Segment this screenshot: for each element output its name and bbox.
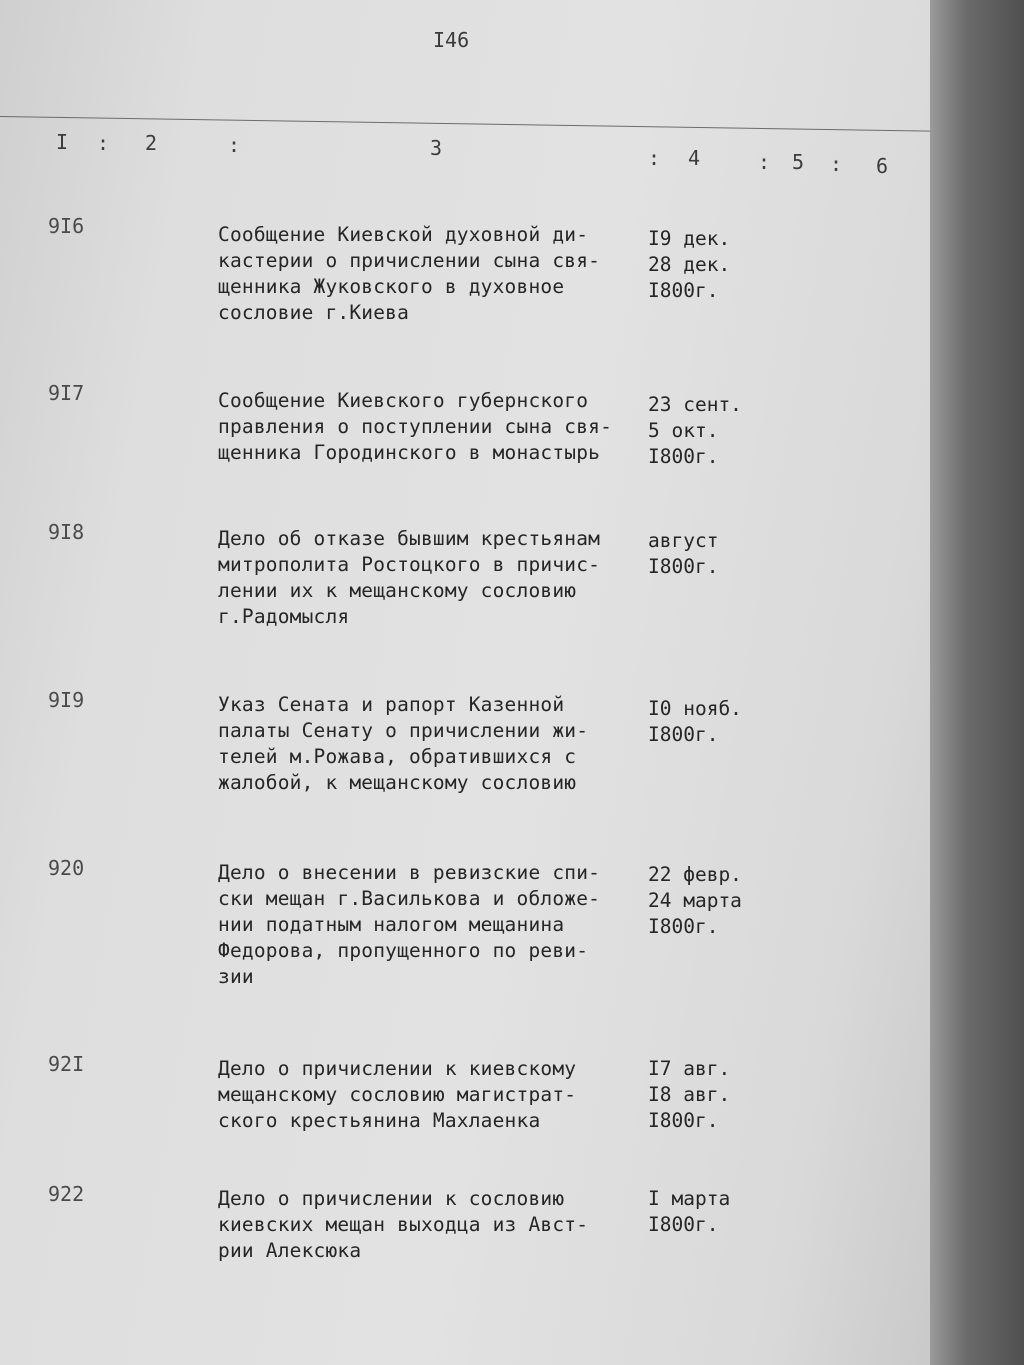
entry-description bbox=[218, 388, 638, 466]
entry-dates bbox=[648, 528, 768, 580]
entry-line: ского крестьянина Махлаенка bbox=[218, 1109, 541, 1132]
entry-line: ски мещан г.Василькова и обложе- bbox=[218, 887, 601, 910]
entry-date-line: 28 дек. bbox=[648, 253, 731, 276]
entry-line: Сообщение Киевского губернского bbox=[218, 389, 589, 412]
entry-date-line: I800г. bbox=[648, 1213, 719, 1236]
entry-date-line: август bbox=[648, 529, 719, 552]
page-number: I46 bbox=[433, 28, 470, 52]
column-header-separator: : bbox=[830, 152, 843, 176]
entry-line: лении их к мещанскому сословию bbox=[218, 579, 577, 602]
entry-line: щенника Жуковского в духовное bbox=[218, 275, 565, 298]
entry-date-line: 22 февр. bbox=[648, 863, 742, 886]
entry-line: палаты Сенату о причислении жи- bbox=[218, 719, 589, 742]
entry-number: 922 bbox=[48, 1182, 85, 1206]
entry-date-line: I800г. bbox=[648, 279, 719, 302]
entry-dates bbox=[648, 226, 768, 304]
entry-line: Указ Сената и рапорт Казенной bbox=[218, 693, 565, 716]
entry-description bbox=[218, 1056, 638, 1134]
entry-line: г.Радомысля bbox=[218, 605, 350, 628]
entry-line: кастерии о причислении сына свя- bbox=[218, 249, 601, 272]
entry-line: нии податным налогом мещанина bbox=[218, 913, 565, 936]
column-header-separator: : bbox=[648, 146, 661, 170]
entry-dates bbox=[648, 1186, 768, 1238]
entry-number: 9I6 bbox=[48, 214, 85, 238]
entry-line: Дело о причислении к сословию bbox=[218, 1187, 565, 1210]
entry-description bbox=[218, 1186, 638, 1264]
entry-line: сословие г.Киева bbox=[218, 301, 410, 324]
background-edge bbox=[930, 0, 1024, 1365]
entry-date-line: 23 сент. bbox=[648, 393, 742, 416]
entry-line: Федорова, пропущенного по реви- bbox=[218, 939, 589, 962]
entry-number: 92I bbox=[48, 1052, 85, 1076]
entry-line: митрополита Ростоцкого в причис- bbox=[218, 553, 601, 576]
entry-date-line: I9 дек. bbox=[648, 227, 731, 250]
header-rule bbox=[0, 116, 940, 132]
entry-dates bbox=[648, 696, 768, 748]
entry-date-line: I8 авг. bbox=[648, 1083, 731, 1106]
entry-date-line: 24 марта bbox=[648, 889, 742, 912]
entry-date-line: 5 окт. bbox=[648, 419, 719, 442]
column-header-5: 5 bbox=[792, 150, 805, 174]
entry-number: 9I9 bbox=[48, 688, 85, 712]
entry-date-line: I800г. bbox=[648, 915, 719, 938]
entry-line: зии bbox=[218, 965, 254, 988]
entry-line: телей м.Рожава, обратившихся с bbox=[218, 745, 577, 768]
entry-date-line: I800г. bbox=[648, 1109, 719, 1132]
entry-date-line: I марта bbox=[648, 1187, 731, 1210]
entry-number: 920 bbox=[48, 856, 85, 880]
column-header-separator: : bbox=[228, 133, 241, 157]
entry-line: Дело о причислении к киевскому bbox=[218, 1057, 577, 1080]
entry-line: Сообщение Киевской духовной ди- bbox=[218, 223, 589, 246]
entry-number: 9I8 bbox=[48, 520, 85, 544]
entry-description bbox=[218, 692, 638, 796]
entry-date-line: I800г. bbox=[648, 723, 719, 746]
entry-line: киевских мещан выходца из Авст- bbox=[218, 1213, 589, 1236]
entry-line: Дело о внесении в ревизские спи- bbox=[218, 861, 601, 884]
entry-description bbox=[218, 526, 638, 630]
column-header-4: 4 bbox=[688, 146, 701, 170]
entry-line: щенника Городинского в монастырь bbox=[218, 441, 601, 464]
entry-description bbox=[218, 860, 638, 990]
entry-line: мещанскому сословию магистрат- bbox=[218, 1083, 577, 1106]
entry-dates bbox=[648, 1056, 768, 1134]
entry-line: Дело об отказе бывшим крестьянам bbox=[218, 527, 601, 550]
column-header-1: I bbox=[56, 130, 69, 154]
entry-line: рии Алексюка bbox=[218, 1239, 362, 1262]
column-header-6: 6 bbox=[876, 154, 889, 178]
entry-line: жалобой, к мещанскому сословию bbox=[218, 771, 577, 794]
entry-date-line: I0 нояб. bbox=[648, 697, 742, 720]
entry-date-line: I7 авг. bbox=[648, 1057, 731, 1080]
column-header-separator: : bbox=[97, 131, 110, 155]
entry-line: правления о поступлении сына свя- bbox=[218, 415, 613, 438]
column-header-3: 3 bbox=[430, 136, 443, 160]
entry-date-line: I800г. bbox=[648, 445, 719, 468]
entry-dates bbox=[648, 392, 768, 470]
entry-number: 9I7 bbox=[48, 381, 85, 405]
column-header-separator: : bbox=[758, 150, 771, 174]
entry-description bbox=[218, 222, 638, 326]
entry-date-line: I800г. bbox=[648, 555, 719, 578]
entry-dates bbox=[648, 862, 768, 940]
column-header-2: 2 bbox=[145, 131, 158, 155]
